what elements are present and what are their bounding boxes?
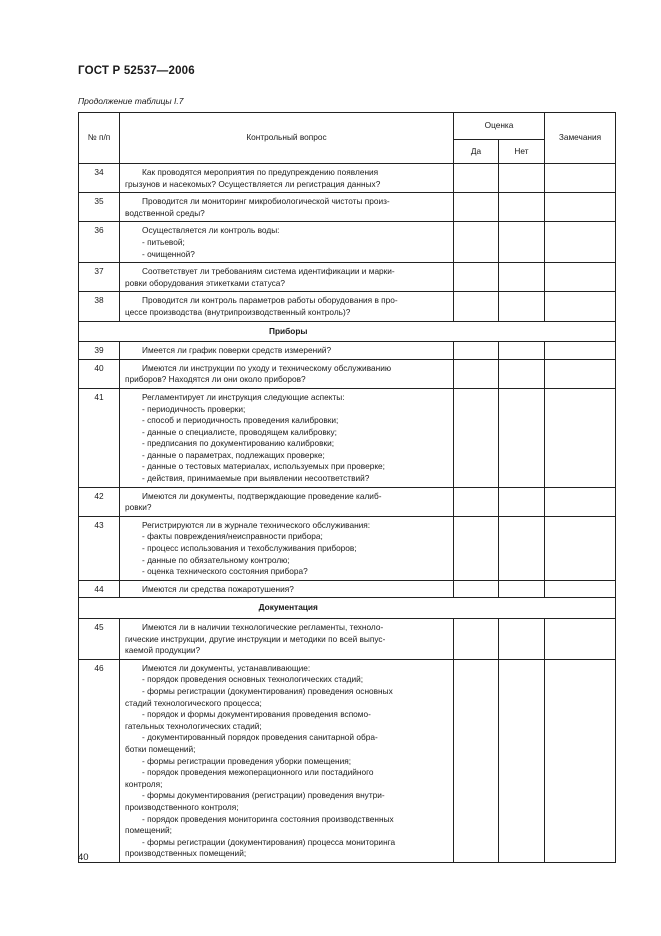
question-cell — [120, 222, 454, 263]
question-cell — [120, 388, 454, 487]
section-title-devices: Приборы — [120, 321, 616, 342]
answer-yes-cell[interactable] — [454, 292, 499, 321]
column-header-rating: Оценка — [454, 113, 545, 140]
table-caption: Продолжение таблицы I.7 — [78, 96, 184, 106]
question-line: - формы регистрации (документирования) процесса мониторинга — [142, 836, 396, 847]
table-row — [79, 342, 616, 360]
question-line: - оценка технического состояния прибора? — [142, 566, 308, 577]
question-cell — [120, 487, 454, 516]
row-number: 41 — [79, 388, 120, 487]
row-number: 42 — [79, 487, 120, 516]
question-line: - питьевой; — [142, 236, 185, 247]
question-line: приборов? Находятся ли они около приборов? — [125, 374, 306, 385]
document-header: ГОСТ Р 52537—2006 — [78, 65, 195, 77]
question-line: - данные о тестовых материалах, используемых при проверке; — [142, 461, 385, 472]
question-line: грызунов и насекомых? Осуществляется ли регистрация данных? — [125, 178, 381, 189]
question-line: Имеются ли в наличии технологические регламенты, техноло- — [142, 622, 384, 632]
answer-yes-cell[interactable] — [454, 164, 499, 193]
notes-cell[interactable] — [545, 619, 616, 660]
notes-cell[interactable] — [545, 388, 616, 487]
section-title-documentation: Документация — [120, 598, 616, 619]
answer-no-cell[interactable] — [499, 388, 545, 487]
question-line: Соответствует ли требованиям система идентификации и марки- — [142, 266, 395, 277]
question-cell — [120, 164, 454, 193]
answer-no-cell[interactable] — [499, 659, 545, 862]
table-row — [79, 164, 616, 193]
question-line: Имеются ли документы, устанавливающие: — [142, 662, 311, 673]
table-row — [79, 292, 616, 321]
table-row — [79, 388, 616, 487]
question-line: - данные по обязательному контролю; — [142, 554, 290, 565]
answer-yes-cell[interactable] — [454, 222, 499, 263]
answer-no-cell[interactable] — [499, 580, 545, 598]
table-row — [79, 516, 616, 580]
question-cell — [120, 359, 454, 388]
answer-yes-cell[interactable] — [454, 342, 499, 360]
row-number: 46 — [79, 659, 120, 862]
question-line: помещений; — [125, 825, 172, 836]
question-line: - способ и периодичность проведения калибровки; — [142, 415, 339, 426]
answer-no-cell[interactable] — [499, 292, 545, 321]
question-cell — [120, 580, 454, 598]
section-row — [79, 598, 616, 619]
row-number: 38 — [79, 292, 120, 321]
notes-cell[interactable] — [545, 222, 616, 263]
question-line: - данные о специалисте, проводящем калибровку; — [142, 426, 337, 437]
section-spacer — [79, 598, 120, 619]
answer-yes-cell[interactable] — [454, 659, 499, 862]
question-line: - формы документирования (регистрации) проведения внутри- — [142, 790, 385, 801]
section-row — [79, 321, 616, 342]
question-cell — [120, 659, 454, 862]
answer-no-cell[interactable] — [499, 193, 545, 222]
question-cell — [120, 263, 454, 292]
question-line: контроля; — [125, 778, 163, 789]
question-line: Имеются ли документы, подтверждающие проведение калиб- — [142, 490, 382, 501]
column-header-yes: Да — [454, 140, 499, 164]
question-line: - порядок и формы документирования проведения вспомо- — [142, 709, 371, 720]
question-line: Имеется ли график поверки средств измерений? — [142, 345, 332, 356]
notes-cell[interactable] — [545, 359, 616, 388]
question-line: Имеются ли средства пожаротушения? — [142, 583, 294, 594]
question-line: цессе производства (внутрипроизводственный контроль)? — [125, 306, 351, 317]
row-number: 39 — [79, 342, 120, 360]
question-line: Имеются ли инструкции по уходу и техническому обслуживанию — [142, 362, 392, 373]
column-header-question: Контрольный вопрос — [120, 113, 454, 164]
question-line: ровки оборудования этикетками статуса? — [125, 277, 286, 288]
notes-cell[interactable] — [545, 487, 616, 516]
row-number: 45 — [79, 619, 120, 660]
row-number: 37 — [79, 263, 120, 292]
answer-no-cell[interactable] — [499, 359, 545, 388]
question-line: Осуществляется ли контроль воды: — [142, 225, 280, 236]
question-cell — [120, 619, 454, 660]
question-line: - факты повреждения/неисправности прибора; — [142, 531, 323, 542]
notes-cell[interactable] — [545, 164, 616, 193]
question-line: - очищенной? — [142, 248, 195, 259]
question-line: Проводится ли мониторинг микробиологической чистоты произ- — [142, 196, 390, 207]
question-line: - документированный порядок проведения санитарной обра- — [142, 732, 378, 743]
checklist-table — [78, 112, 616, 863]
answer-yes-cell[interactable] — [454, 388, 499, 487]
question-cell — [120, 292, 454, 321]
question-line: - действия, принимаемые при выявлении несоответствий? — [142, 473, 370, 484]
question-line: Проводится ли контроль параметров работы оборудования в про- — [142, 295, 398, 306]
question-cell — [120, 193, 454, 222]
column-header-notes: Замечания — [545, 113, 616, 164]
column-header-number: № п/п — [79, 113, 120, 164]
question-line: - формы регистрации (документирования) проведения основных — [142, 685, 393, 696]
answer-yes-cell[interactable] — [454, 516, 499, 580]
question-line: ровки? — [125, 502, 152, 513]
question-line: ботки помещений; — [125, 743, 196, 754]
question-line: водственной среды? — [125, 207, 205, 218]
section-spacer — [79, 321, 120, 342]
row-number: 44 — [79, 580, 120, 598]
answer-no-cell[interactable] — [499, 619, 545, 660]
column-header-no: Нет — [499, 140, 545, 164]
answer-yes-cell[interactable] — [454, 619, 499, 660]
answer-yes-cell[interactable] — [454, 263, 499, 292]
notes-cell[interactable] — [545, 659, 616, 862]
table-row — [79, 487, 616, 516]
answer-no-cell[interactable] — [499, 263, 545, 292]
question-line: гательных технологических стадий; — [125, 720, 262, 731]
question-line: гические инструкции, другие инструкции и методики по всей выпус- — [125, 633, 386, 644]
table-row — [79, 619, 616, 660]
notes-cell[interactable] — [545, 516, 616, 580]
question-line: стадий технологического процесса; — [125, 697, 262, 708]
page-number: 40 — [78, 852, 89, 863]
notes-cell[interactable] — [545, 342, 616, 360]
table-row — [79, 193, 616, 222]
question-cell — [120, 342, 454, 360]
table-row — [79, 263, 616, 292]
question-line: - порядок проведения основных технологических стадий; — [142, 674, 364, 685]
row-number: 35 — [79, 193, 120, 222]
notes-cell[interactable] — [545, 292, 616, 321]
question-line: каемой продукции? — [125, 645, 201, 656]
notes-cell[interactable] — [545, 580, 616, 598]
question-cell — [120, 516, 454, 580]
table-row — [79, 659, 616, 862]
question-line: производственных помещений; — [125, 848, 247, 859]
question-line: - порядок проведения межоперационного или постадийного — [142, 767, 374, 778]
answer-no-cell[interactable] — [499, 516, 545, 580]
question-line: Регистрируются ли в журнале технического обслуживания: — [142, 519, 371, 530]
question-line: - порядок проведения мониторинга состояния производственных — [142, 813, 394, 824]
answer-yes-cell[interactable] — [454, 359, 499, 388]
notes-cell[interactable] — [545, 263, 616, 292]
row-number: 43 — [79, 516, 120, 580]
row-number: 40 — [79, 359, 120, 388]
answer-yes-cell[interactable] — [454, 580, 499, 598]
answer-no-cell[interactable] — [499, 222, 545, 263]
table-row — [79, 222, 616, 263]
answer-yes-cell[interactable] — [454, 193, 499, 222]
answer-no-cell[interactable] — [499, 342, 545, 360]
answer-yes-cell[interactable] — [454, 487, 499, 516]
notes-cell[interactable] — [545, 193, 616, 222]
question-line: - данные о параметрах, подлежащих проверке; — [142, 449, 325, 460]
table-row — [79, 359, 616, 388]
question-line: - периодичность проверки; — [142, 403, 246, 414]
row-number: 36 — [79, 222, 120, 263]
table-row — [79, 580, 616, 598]
question-line: - формы регистрации проведения уборки помещения; — [142, 755, 352, 766]
question-line: производственного контроля; — [125, 801, 239, 812]
answer-no-cell[interactable] — [499, 164, 545, 193]
question-line: Регламентирует ли инструкция следующие аспекты: — [142, 391, 345, 402]
question-line: - предписания по документированию калибровки; — [142, 438, 335, 449]
question-line: Как проводятся мероприятия по предупреждению появления — [142, 167, 379, 177]
answer-no-cell[interactable] — [499, 487, 545, 516]
question-line: - процесс использования и техобслуживания приборов; — [142, 543, 357, 554]
row-number: 34 — [79, 164, 120, 193]
